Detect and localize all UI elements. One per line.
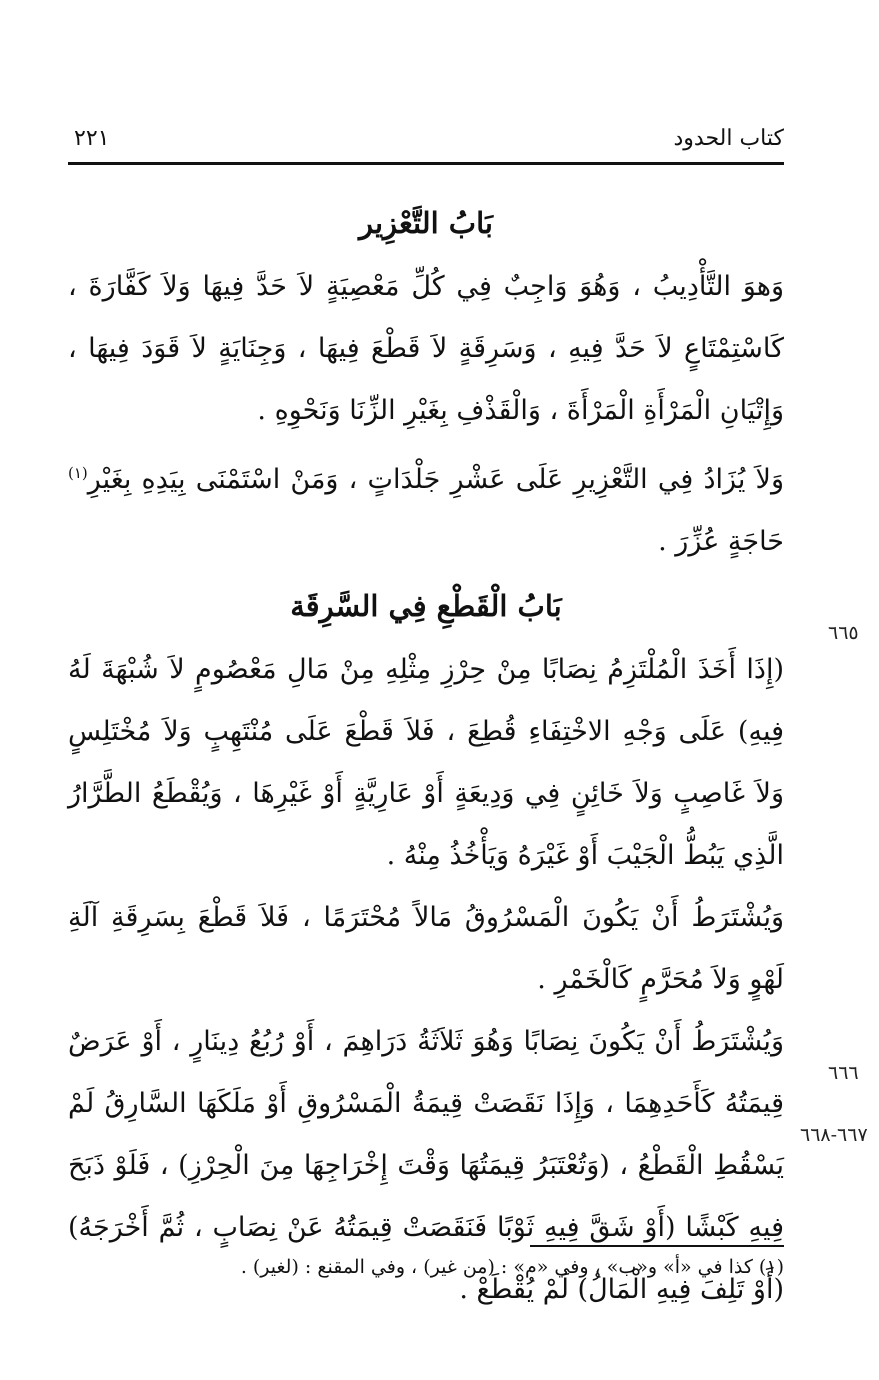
paragraph-with-footnote <box>68 442 784 573</box>
page-header <box>68 118 784 160</box>
chapter-title-tazir: بَابُ التَّعْزِير <box>358 206 493 240</box>
footnote: (١) كذا في «أ» و«ب» ، وفي «م» : (من غير) ، وفي المقنع : (لغير) . <box>240 1256 784 1278</box>
paragraph: (إِذَا أَخَذَ الْمُلْتَزِمُ نِصَابًا مِنْ حِرْزِ مِثْلِهِ مِنْ مَالِ مَعْصُومٍ لاَ شُبْهَةَ لَهُ فِيهِ) عَلَى وَجْهِ الاخْتِفَاءِ قُطِعَ ، فَلاَ قَطْعَ عَلَى مُنْتَهِبٍ وَلاَ مُخْتَلِسٍ وَلاَ غَاصِبٍ وَلاَ خَائِنٍ فِي وَدِيعَةٍ أَوْ عَارِيَّةٍ أَوْ غَيْرِهَا ، وَيُقْطَعُ الطَّرَّارُ الَّذِي يَبُطُّ الْجَيْبَ أَوْ غَيْرَهُ وَيَأْخُذُ مِنْهُ . <box>68 654 784 871</box>
footnote-rule <box>530 1245 784 1247</box>
margin-number: ٦٦٧-٦٦٨ <box>800 1124 868 1146</box>
header-rule <box>68 162 784 165</box>
paragraph: وَيُشْتَرَطُ أَنْ يَكُونَ نِصَابًا وَهُوَ ثَلاَثَةُ دَرَاهِمَ ، أَوْ رُبُعُ دِينَارٍ ، أَوْ عَرَضٌ قِيمَتُهُ كَأَحَدِهِمَا ، وَإِذَا نَقَصَتْ قِيمَةُ الْمَسْرُوقِ أَوْ مَلَكَهَا السَّارِقُ لَمْ يَسْقُطِ الْقَطْعُ ، (وَتُعْتَبَرُ قِيمَتُهَا وَقْتَ إِخْرَاجِهَا مِنَ الْحِرْزِ) ، فَلَوْ ذَبَحَ فِيهِ كَبْشًا (أَوْ شَقَّ فِيهِ ثَوْبًا فَنَقَصَتْ قِيمَتُهُ عَنْ نِصَابٍ ، ثُمَّ أَخْرَجَهُ) (أَوْ تَلِفَ فِيهِ الْمَالُ) لَمْ يُقْطَعْ . <box>68 1026 784 1305</box>
main-text <box>68 190 784 1321</box>
margin-number: ٦٦٦ <box>828 1062 859 1084</box>
chapter-title-theft: بَابُ الْقَطْعِ فِي السَّرِقَة <box>290 589 562 623</box>
footnote-reference: (١) <box>68 464 88 482</box>
paragraph: وَيُشْتَرَطُ أَنْ يَكُونَ الْمَسْرُوقُ مَالاً مُحْتَرَمًا ، فَلاَ قَطْعَ بِسَرِقَةِ آلَةِ لَهْوٍ وَلاَ مُحَرَّمٍ كَالْخَمْرِ . <box>68 902 784 995</box>
page-number: ٢٢١ <box>74 126 110 151</box>
margin-number: ٦٦٥ <box>828 622 859 644</box>
running-title: كتاب الحدود <box>673 126 784 151</box>
paragraph-text: وَلاَ يُزَادُ فِي التَّعْزِيرِ عَلَى عَشْرِ جَلْدَاتٍ ، وَمَنْ اسْتَمْنَى بِيَدِهِ بِغَيْرِ <box>87 464 784 495</box>
paragraph-text: حَاجَةٍ عُزِّرَ . <box>658 526 784 557</box>
paragraph: وَهوَ التَّأْدِيبُ ، وَهُوَ وَاجِبٌ فِي كُلِّ مَعْصِيَةٍ لاَ حَدَّ فِيهَا وَلاَ كَفَّارَةَ ، كَاسْتِمْتَاعٍ لاَ حَدَّ فِيهِ ، وَسَرِقَةٍ لاَ قَطْعَ فِيهَا ، وَجِنَايَةٍ لاَ قَوَدَ فِيهَا ، وَإِتْيَانِ الْمَرْأَةِ الْمَرْأَةَ ، وَالْقَذْفِ بِغَيْرِ الزِّنَا وَنَحْوِهِ . <box>68 271 784 426</box>
